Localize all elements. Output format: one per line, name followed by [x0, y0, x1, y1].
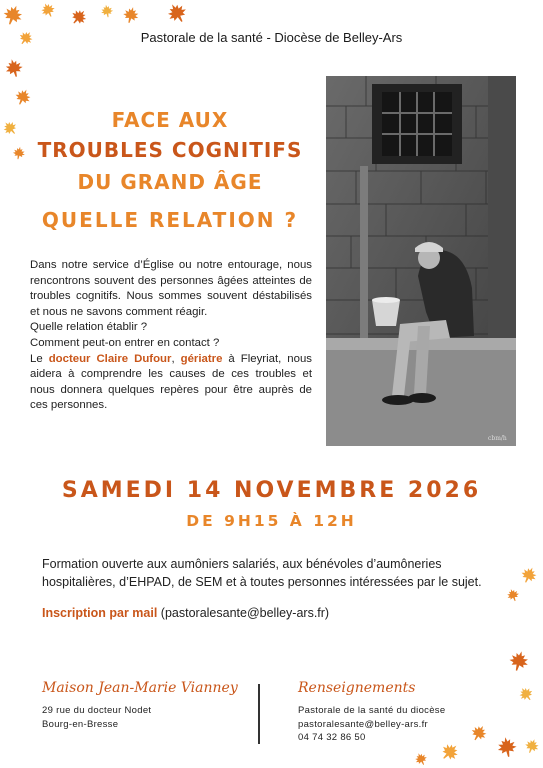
venue-name: Maison Jean-Marie Vianney — [42, 680, 238, 696]
formation-line-1: Formation ouverte aux aumôniers salariés, aux bénévoles d’aumôneries — [42, 557, 442, 571]
intro-question-2: Comment peut-on entrer en contact ? — [30, 336, 220, 349]
contact-block — [298, 680, 445, 745]
maple-leaf-icon — [120, 4, 142, 26]
inscription-line — [42, 606, 329, 620]
inscription-label: Inscription par mail — [42, 606, 158, 620]
maple-leaf-icon — [162, 0, 192, 28]
maple-leaf-icon — [0, 1, 27, 29]
organisation-header: Pastorale de la santé - Diocèse de Belley-Ars — [140, 30, 403, 45]
maple-leaf-icon — [37, 0, 58, 21]
photo-signature: cbm/h — [488, 435, 507, 442]
maple-leaf-icon — [0, 117, 21, 140]
maple-leaf-icon — [467, 721, 492, 746]
maple-leaf-icon — [2, 56, 26, 80]
contact-heading: Renseignements — [298, 680, 416, 696]
title-line-1: FACE AUX — [111, 108, 229, 132]
elderly-man-photo — [326, 76, 516, 446]
maple-leaf-icon — [517, 563, 541, 587]
maple-leaf-icon — [66, 4, 91, 29]
maple-leaf-icon — [11, 85, 35, 109]
title-line-3: DU GRAND ÂGE — [77, 170, 263, 194]
maple-leaf-icon — [522, 736, 543, 757]
venue-address-1: 29 rue du docteur Nodet — [42, 705, 152, 716]
footer-divider — [258, 684, 260, 744]
title-question: QUELLE RELATION ? — [41, 208, 299, 232]
venue-block — [42, 680, 238, 731]
maple-leaf-icon — [506, 648, 533, 675]
inscription-email[interactable]: (pastoralesante@belley-ars.fr) — [157, 606, 330, 620]
speaker-separator: , — [171, 352, 181, 365]
maple-leaf-icon — [412, 750, 431, 768]
maple-leaf-icon — [504, 586, 522, 604]
intro-text — [30, 258, 312, 414]
intro-paragraph: Dans notre service d’Église ou notre entourage, nous rencontrons souvent des personnes âgées atteintes de troubles cognitifs. Nous sommes souvent déstabilisés et nous ne savons comment réagir. — [30, 259, 312, 318]
event-date: SAMEDI 14 NOVEMBRE 2026 — [61, 478, 482, 503]
speaker-prefix: Le — [30, 352, 49, 365]
speaker-description: à Fleyriat, nous aidera à comprendre les causes de ces troubles et nous donnera quelques repères pour être auprès de ces personnes. — [30, 352, 312, 412]
intro-question-1: Quelle relation établir ? — [30, 321, 148, 334]
contact-phone[interactable]: 04 74 32 86 50 — [298, 732, 366, 743]
contact-email[interactable]: pastoralesante@belley-ars.fr — [298, 718, 428, 730]
speaker-role: gériatre — [180, 352, 223, 365]
formation-line-2: hospitalières, d’EHPAD, de SEM et à toutes personnes intéressées par le sujet. — [42, 575, 482, 589]
maple-leaf-icon — [494, 734, 519, 759]
event-time: DE 9H15 À 12H — [186, 512, 357, 530]
speaker-paragraph — [30, 352, 312, 414]
maple-leaf-icon — [99, 3, 115, 19]
venue-address-2: Bourg-en-Bresse — [42, 718, 119, 730]
title-line-2: TROUBLES COGNITIFS — [37, 138, 303, 162]
speaker-name: docteur Claire Dufour — [48, 352, 172, 365]
maple-leaf-icon — [11, 145, 27, 161]
formation-text — [42, 555, 502, 591]
maple-leaf-icon — [515, 683, 537, 705]
contact-line-1: Pastorale de la santé du diocèse — [298, 705, 446, 716]
